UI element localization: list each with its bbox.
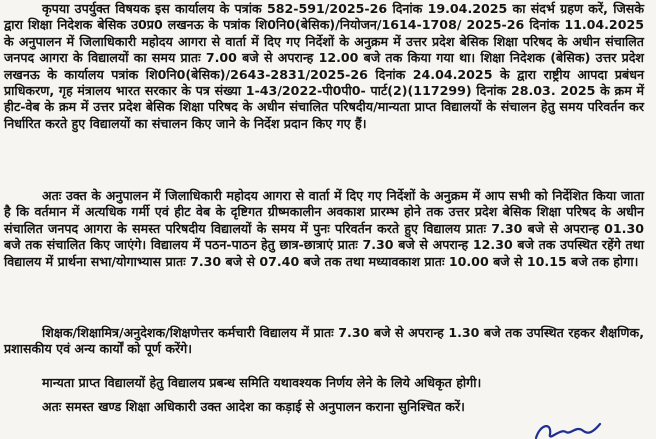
paragraph-text: अतः उक्त के अनुपालन में जिलाधिकारी महोदय आगरा से वार्ता में दिए गए निर्देशों के अनुक्रम में आप सभी को निर्देशित किया जाता है कि वर्तमान में अत्यधिक गर्मी एवं हीट वेब के दृष्टिगत ग्रीष्मकालीन अवकाश प्रारम्भ होने तक उत्तर प्रदेश बेसिक शिक्षा परिषद के अधीन संचालित जनपद आगरा के समस्त परिषदीय विद्यालयों के समय में पुनः परिवर्तन करते हुए विद्यालय प्रातः 7.30 बजे से अपरान्ह 01.30 बजे तक संचालित किए जाएंगे। विद्यालय में पठन-पाठन हेतु छात्र-छात्राएं प्रातः 7.30 बजे से अपरान्ह 12.30 बजे तक उपस्थित रहेंगे तथा विद्यालय में प्रार्थना सभा/योगाभ्यास प्रातः 7.30 बजे से 07.40 बजे तक तथा मध्यावकाश प्रातः 10.00 बजे से 10.15 बजे तक होगा। bbox=[4, 188, 644, 269]
paragraph-recognized-schools bbox=[4, 375, 644, 391]
paragraph-new-timings bbox=[4, 188, 644, 270]
paragraph-reference-order bbox=[4, 1, 644, 132]
signature-mark bbox=[530, 418, 610, 439]
paragraph-staff-timings bbox=[4, 325, 644, 358]
paragraph-text: शिक्षक/शिक्षामित्र/अनुदेशक/शिक्षणेत्तर कर्मचारी विद्यालय में प्रातः 7.30 बजे से अपरान्ह 1.30 बजे तक उपस्थित रहकर शैक्षणिक, प्रशासकीय एवं अन्य कार्यों को पूर्ण करेंगे। bbox=[4, 325, 644, 357]
paragraph-text: कृपया उपर्युक्त विषयक इस कार्यालय के पत्रांक 582-591/2025-26 दिनांक 19.04.2025 का संदर्भ ग्रहण करें, जिसके द्वारा शिक्षा निदेशक बेसिक उ0प्र0 लखनऊ के पत्रांक शि0नि0(बेसिक)/नियोजन/1614-1708/ 2025-26 दिनांक 11.04.2025 के अनुपालन में जिलाधिकारी महोदय आगरा से वार्ता में दिए गए निर्देशों के अनुक्रम में उत्तर प्रदेश बेसिक शिक्षा परिषद के अधीन संचालित जनपद आगरा के विद्यालयों का समय प्रातः 7.00 बजे से अपरान्ह 12.00 बजे तक किया गया था। शिक्षा निदेशक (बेसिक) उत्तर प्रदेश लखनऊ के कार्यालय पत्रांक शि0नि0(बेसिक)/2643-2831/2025-26 दिनांक 24.04.2025 के द्वारा राष्ट्रीय आपदा प्रबंधन प्राधिकरण, गृह मंत्रालय भारत सरकार के पत्र संख्या 1-43/2022-पी0पी0- पार्ट(2)(117299) दिनांक 28.03. 2025 के क्रम में हीट-वेब के क्रम में उत्तर प्रदेश बेसिक शिक्षा परिषद के अधीन संचालित परिषदीय/मान्यता प्राप्त विद्यालयों के संचालन हेतु समय परिवर्तन कर निर्धारित करते हुए विद्यालयों का संचालन किए जाने के निर्देश प्रदान किए गए हैं। bbox=[4, 1, 644, 131]
paragraph-text: अतः समस्त खण्ड शिक्षा अधिकारी उक्त आदेश का कड़ाई से अनुपालन कराना सुनिश्चित करें। bbox=[42, 399, 465, 414]
paragraph-compliance-instruction bbox=[4, 399, 644, 415]
paragraph-text: मान्यता प्राप्त विद्यालयों हेतु विद्यालय प्रबन्ध समिति यथावश्यक निर्णय लेने के लिये अधिकृत होगी। bbox=[42, 375, 482, 390]
